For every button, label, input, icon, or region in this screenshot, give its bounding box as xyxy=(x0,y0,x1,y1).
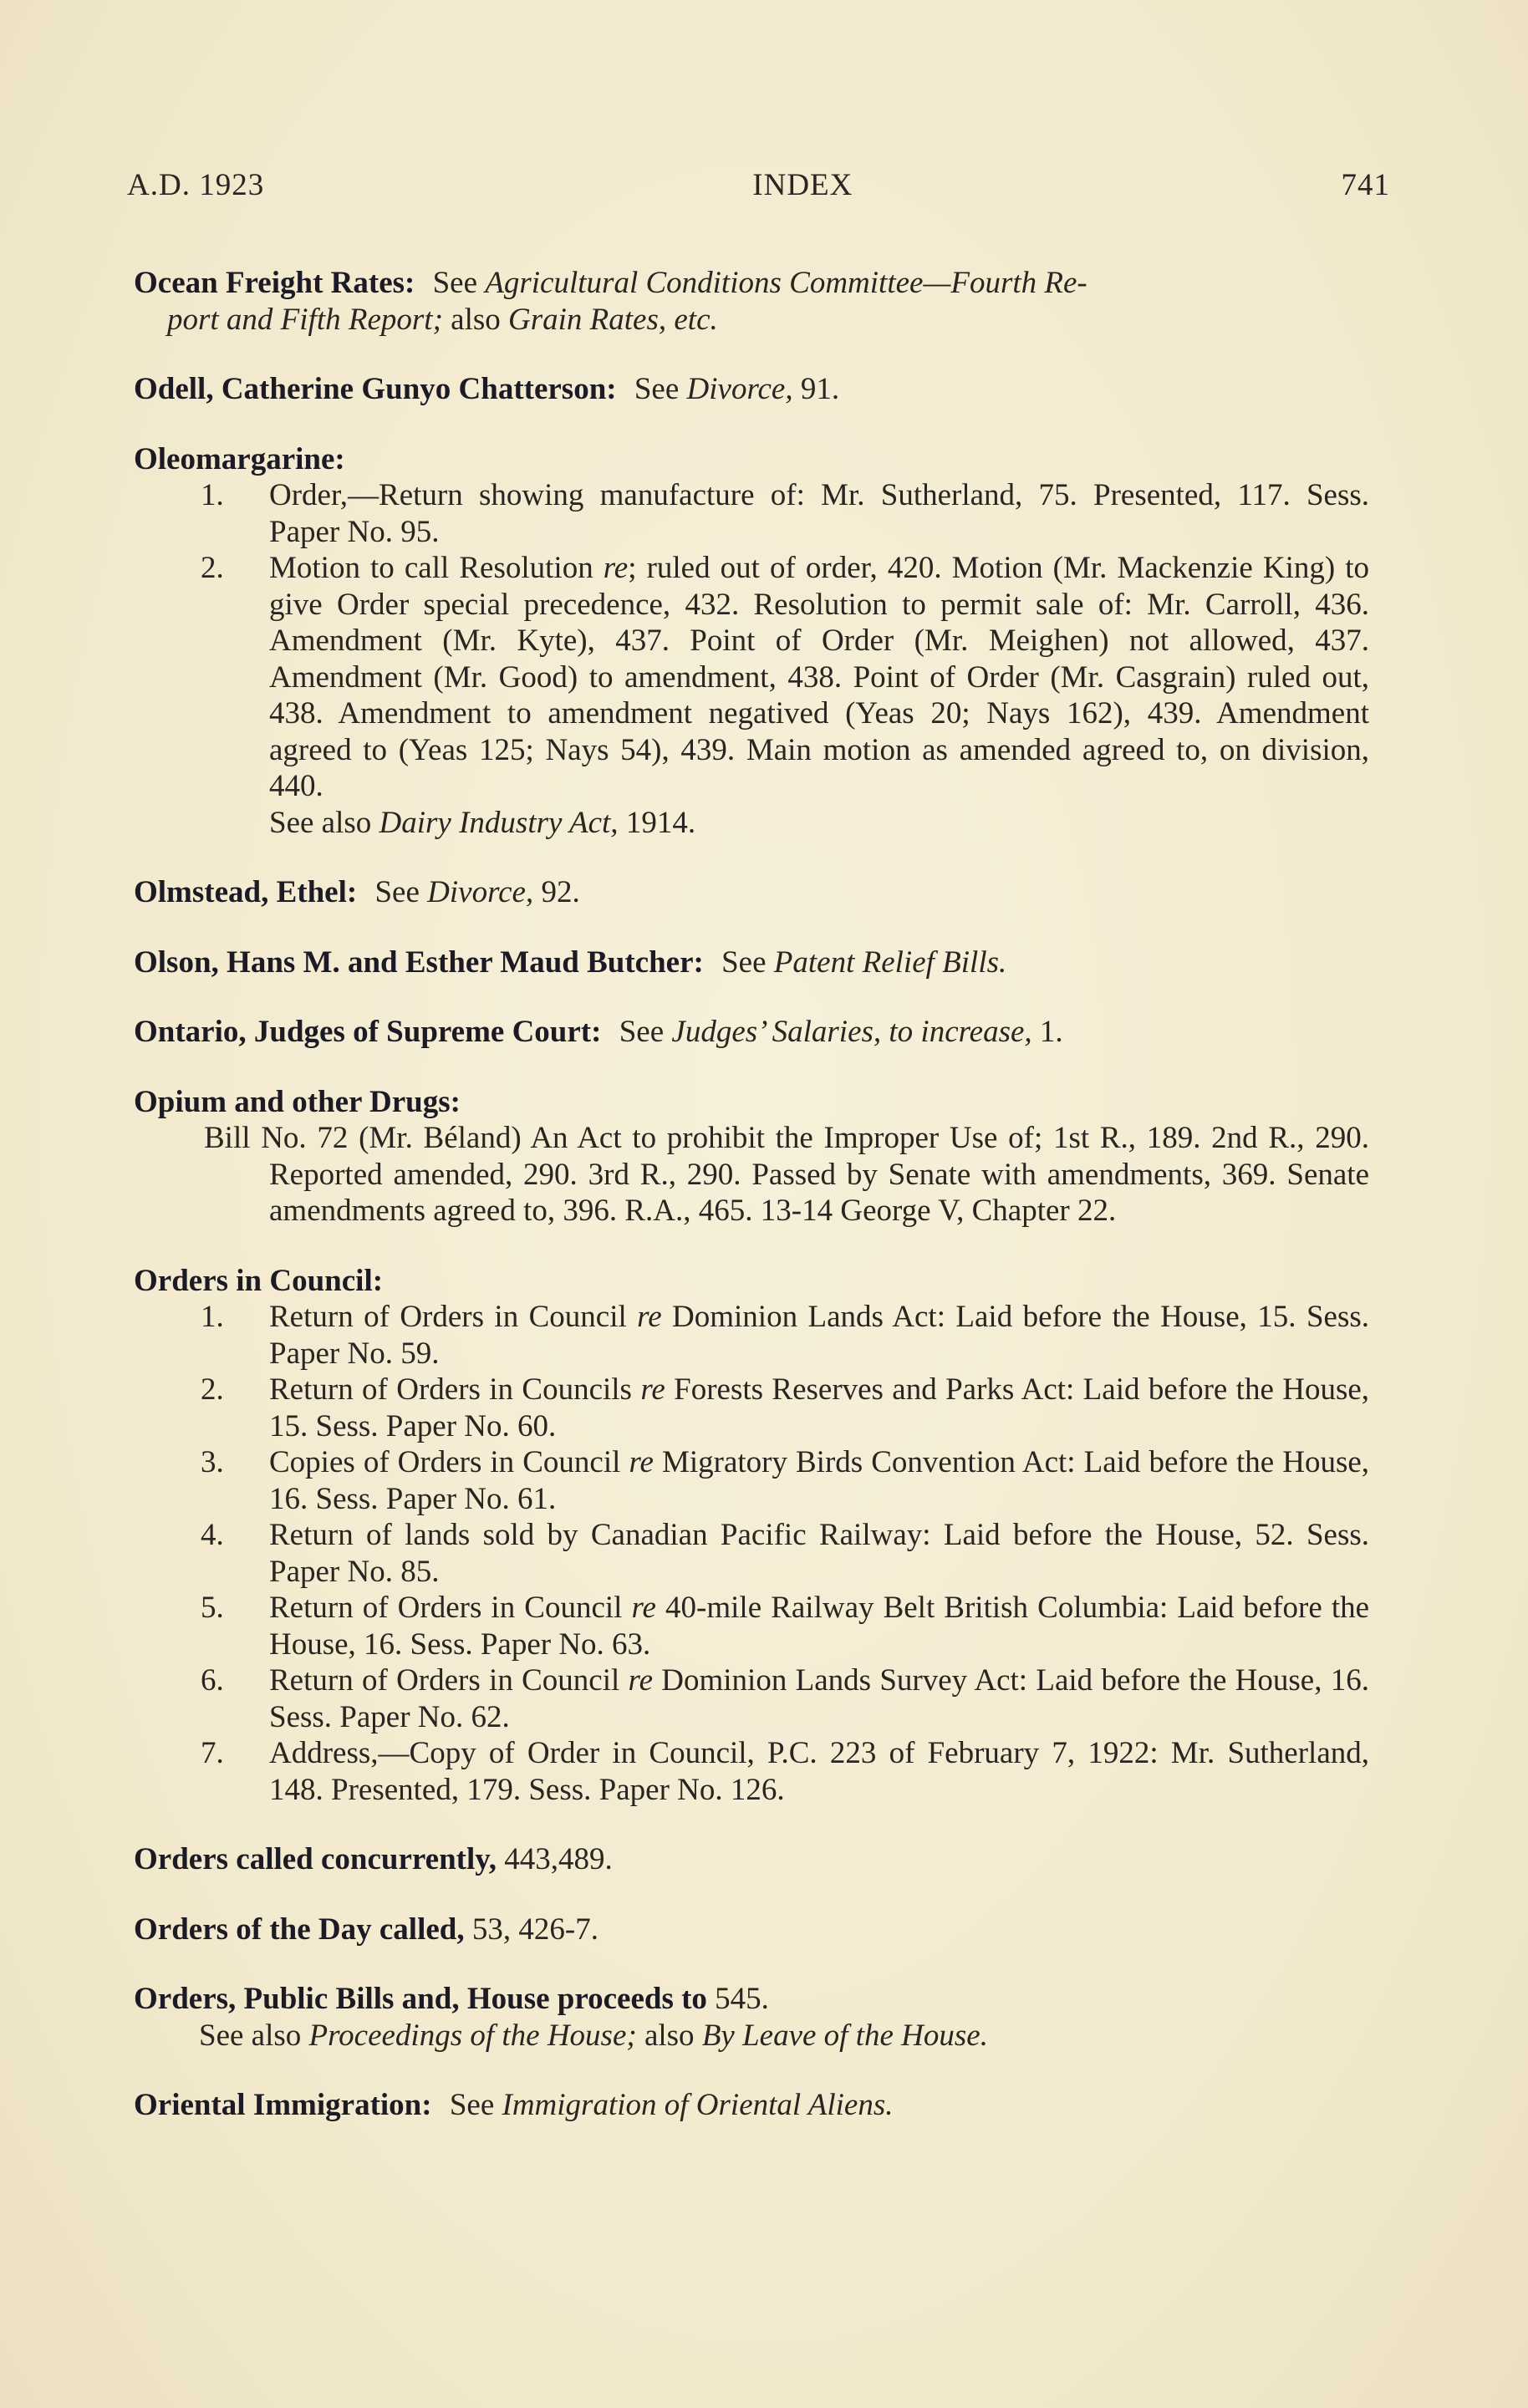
see-label: See xyxy=(449,2088,495,2122)
also-label: also xyxy=(644,2018,695,2053)
entry-heading: Ocean Freight Rates: xyxy=(134,266,415,300)
entry-heading: Orders, Public Bills and, House proceeds to xyxy=(134,1982,707,2016)
index-entry-orders-called-concurrently xyxy=(134,1841,1369,1878)
item-text: Return of Orders in Council xyxy=(269,1300,627,1334)
cross-reference: Judges’ Salaries, to increase, xyxy=(671,1015,1032,1049)
page-reference: 92. xyxy=(541,875,580,909)
list-item xyxy=(134,1372,1369,1444)
see-also-line xyxy=(134,805,1369,842)
item-text: Order,—Return showing manufacture of: Mr. Sutherland, 75. Presented, 117. Sess. Paper No. 95. xyxy=(269,478,1369,549)
entry-heading: Olmstead, Ethel: xyxy=(134,875,358,909)
entry-heading: Ontario, Judges of Supreme Court: xyxy=(134,1015,602,1049)
item-text: Migratory Birds Convention Act: Laid before the House, 16. Sess. Paper No. 61. xyxy=(269,1445,1370,1516)
page-reference: 91. xyxy=(800,372,840,406)
cross-reference: Proceedings of the House; xyxy=(308,2018,637,2053)
item-text: Dominion Lands Survey Act: Laid before the House, 16. Sess. Paper No. 62. xyxy=(269,1663,1370,1734)
page-number: 741 xyxy=(1341,168,1390,202)
item-text: Copies of Orders in Council xyxy=(269,1445,621,1479)
item-text: Return of Orders in Councils xyxy=(269,1372,632,1407)
item-text: Return of Orders in Council xyxy=(269,1663,620,1698)
entry-item-list xyxy=(134,477,1369,805)
see-label: See xyxy=(619,1015,665,1049)
header-year: A.D. 1923 xyxy=(127,168,265,202)
see-also-line xyxy=(134,2018,1369,2054)
entry-heading: Orders in Council: xyxy=(134,1263,384,1298)
item-text: Address,—Copy of Order in Council, P.C. 223 of February 7, 1922: Mr. Sutherland, 148. Presented, 179. Sess. Paper No. 126. xyxy=(269,1736,1369,1807)
index-entry-oleomargarine xyxy=(134,441,1369,842)
item-italic: re xyxy=(628,1663,653,1698)
list-item xyxy=(134,1735,1369,1808)
list-item xyxy=(134,1444,1369,1517)
entry-heading: Opium and other Drugs: xyxy=(134,1084,461,1119)
item-number: 7. xyxy=(201,1736,224,1770)
item-italic: re xyxy=(603,551,629,585)
see-label: See xyxy=(721,944,767,980)
index-entry-orders-in-council xyxy=(134,1263,1369,1809)
list-item xyxy=(134,1299,1369,1372)
item-text: Forests Reserves and Parks Act: Laid before the House, 15. Sess. Paper No. 60. xyxy=(269,1372,1370,1443)
see-label: See xyxy=(374,875,420,909)
cross-reference: port and Fifth Report; xyxy=(167,302,443,337)
item-number: 6. xyxy=(201,1663,224,1698)
item-number: 5. xyxy=(201,1591,224,1625)
see-also-label: See also xyxy=(199,2018,302,2053)
item-number: 2. xyxy=(201,1372,224,1407)
entry-heading: Odell, Catherine Gunyo Chatterson: xyxy=(134,372,617,406)
cross-reference: Divorce, xyxy=(686,372,793,406)
page-reference: 1. xyxy=(1039,1015,1063,1049)
item-italic: re xyxy=(637,1300,662,1334)
item-number: 1. xyxy=(201,1300,224,1334)
item-text: Return of Orders in Council xyxy=(269,1591,623,1625)
see-label: See xyxy=(432,266,478,300)
also-label: also xyxy=(451,302,501,337)
list-item xyxy=(134,1662,1369,1735)
cross-reference: Agricultural Conditions Committee—Fourth Re- xyxy=(485,266,1087,300)
index-entry-oriental-immigration xyxy=(134,2087,1369,2124)
index-entry-orders-of-the-day xyxy=(134,1912,1369,1948)
page-reference: 545. xyxy=(715,1982,769,2016)
see-also-label: See also xyxy=(269,805,372,840)
entry-heading: Oleomargarine: xyxy=(134,441,345,476)
index-entry-orders-public-bills xyxy=(134,1981,1369,2054)
item-text: Dominion Lands Act: Laid before the House, 15. Sess. Paper No. 59. xyxy=(269,1300,1369,1371)
entry-heading: Orders of the Day called, xyxy=(134,1912,465,1947)
item-text: ; ruled out of order, 420. Motion (Mr. Mackenzie King) to give Order special precedence, 432. Resolution to permit sale of: Mr. Carroll, 436. Amendment (Mr. Kyte), 437. Point of Order (Mr. Meighen) not allowed, 437. Amendment (Mr. Good) to amendment, 438. Point of Order (Mr. Casgrain) ruled out, 438. Amendment to amendment negatived (Yeas 20; Nays 162), 439. Amendment agreed to (Yeas 125; Nays 54), 439. Main motion as amended agreed to, on division, 440. xyxy=(269,551,1370,803)
entry-heading: Orders called concurrently, xyxy=(134,1842,497,1876)
index-entry-ontario xyxy=(134,1014,1369,1051)
page-reference: 1914. xyxy=(625,805,696,840)
item-text: Return of lands sold by Canadian Pacific Railway: Laid before the House, 52. Sess. Paper No. 85. xyxy=(269,1518,1369,1589)
index-entry-odell xyxy=(134,371,1369,408)
item-number: 2. xyxy=(201,551,224,585)
cross-reference: By Leave of the House. xyxy=(701,2018,988,2053)
list-item xyxy=(134,1590,1369,1662)
item-text: 40-mile Railway Belt British Columbia: Laid before the House, 16. Sess. Paper No. 63. xyxy=(269,1591,1370,1662)
list-item xyxy=(134,550,1369,805)
entry-heading: Olson, Hans M. and Esther Maud Butcher: xyxy=(134,944,704,980)
list-item xyxy=(134,1517,1369,1590)
page-header xyxy=(127,167,1390,203)
cross-reference: Divorce, xyxy=(427,875,534,909)
cross-reference: Grain Rates, etc. xyxy=(508,302,718,337)
index-entry-olson xyxy=(134,944,1369,981)
entry-item-list xyxy=(134,1299,1369,1808)
index-entry-opium xyxy=(134,1084,1369,1229)
cross-reference: Patent Relief Bills. xyxy=(773,944,1007,980)
page-reference: 53, 426-7. xyxy=(471,1912,598,1947)
item-number: 3. xyxy=(201,1445,224,1479)
item-italic: re xyxy=(629,1445,654,1479)
item-italic: re xyxy=(640,1372,665,1407)
index-entry-ocean-freight-rates xyxy=(134,265,1369,338)
bill-history: Bill No. 72 (Mr. Béland) An Act to prohibit the Improper Use of; 1st R., 189. 2nd R., 290. Reported amended, 290. 3rd R., 290. Passed by Senate with amendments, 369. Senate amendments agreed to, 396. R.A., 465. 13-14 George V, Chapter 22. xyxy=(204,1121,1369,1228)
item-number: 1. xyxy=(201,478,224,512)
entry-heading: Oriental Immigration: xyxy=(134,2088,432,2122)
item-italic: re xyxy=(631,1591,656,1625)
cross-reference: Immigration of Oriental Aliens. xyxy=(502,2088,894,2122)
index-entry-olmstead xyxy=(134,874,1369,911)
item-number: 4. xyxy=(201,1518,224,1552)
cross-reference: Dairy Industry Act, xyxy=(379,805,619,840)
item-text: Motion to call Resolution xyxy=(269,551,593,585)
see-label: See xyxy=(634,372,680,406)
page-reference: 443,489. xyxy=(504,1842,613,1876)
header-title: INDEX xyxy=(752,168,853,202)
list-item xyxy=(134,477,1369,550)
